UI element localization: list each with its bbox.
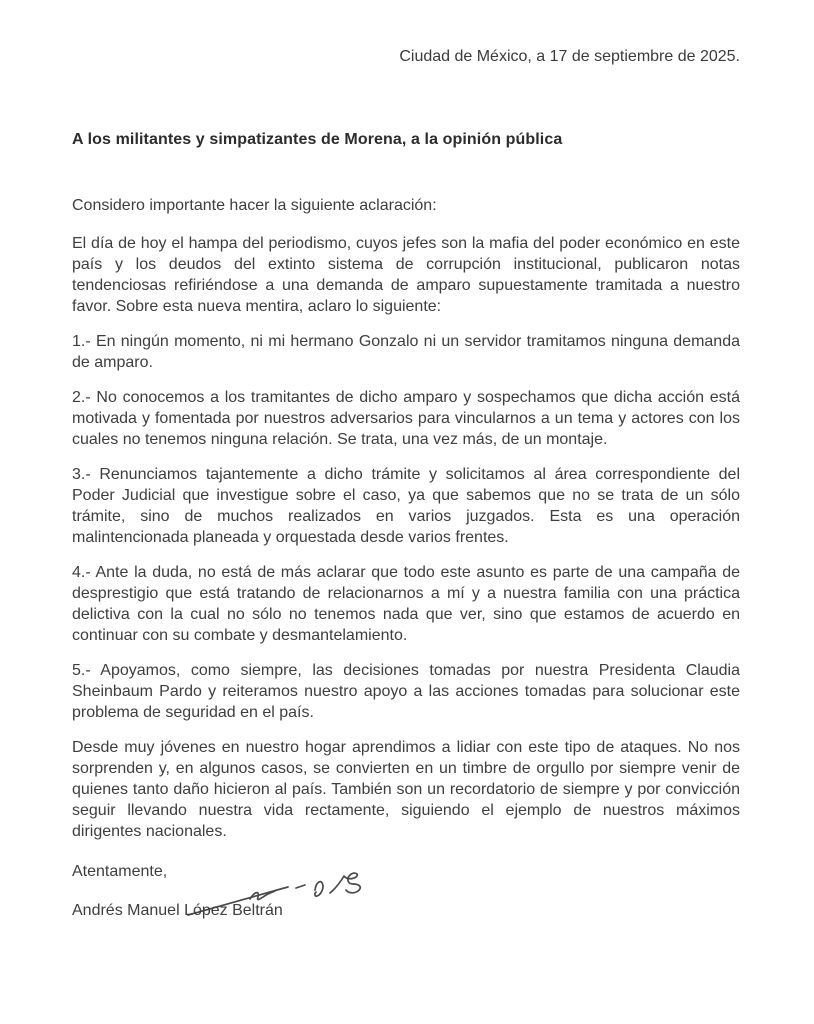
paragraph-item-2: 2.- No conocemos a los tramitantes de dicho amparo y sospechamos que dicha acción está motivada y fomentada por nuestros adversarios para vincularnos a un tema y actores con los cuales no tenemos ninguna relación. Se trata, una vez más, de un montaje. — [72, 389, 740, 448]
paragraph-item-4: 4.- Ante la duda, no está de más aclarar que todo este asunto es parte de una campaña de desprestigio que está tratando de relacionarnos a mí y a nuestra familia con una práctica delictiva con la cual no sólo no tenemos nada que ver, sino que estamos de acuerdo en continuar con su combate y desmantelamiento. — [72, 564, 740, 644]
salutation-heading: A los militantes y simpatizantes de Morena, a la opinión pública — [72, 131, 563, 148]
paragraph-item-3: 3.- Renunciamos tajantemente a dicho trámite y solicitamos al área correspondiente del Poder Judicial que investigue sobre el caso, ya que sabemos que no se trata de un sólo trámite, sino de muchos realizados en varios juzgados. Esta es una operación malintencionada planeada y orquestada desde varios frentes. — [72, 466, 740, 546]
signatory-name: Andrés Manuel López Beltrán — [72, 902, 283, 919]
signature-block — [72, 861, 740, 921]
paragraph-final: Desde muy jóvenes en nuestro hogar aprendimos a lidiar con este tipo de ataques. No nos sorprenden y, en algunos casos, se convierten en un timbre de orgullo por siempre venir de quienes tanto daño hicieron al país. También son un recordatorio de siempre y por convicción seguir llevando nuestra vida rectamente, siguiendo el ejemplo de nuestros máximos dirigentes nacionales. — [72, 739, 740, 840]
paragraph-item-1: 1.- En ningún momento, ni mi hermano Gonzalo ni un servidor tramitamos ninguna demanda de amparo. — [72, 333, 740, 371]
date-line: Ciudad de México, a 17 de septiembre de 2025. — [399, 48, 740, 65]
intro-line: Considero importante hacer la siguiente aclaración: — [72, 197, 437, 214]
paragraph-item-5: 5.- Apoyamos, como siempre, las decisiones tomadas por nuestra Presidenta Claudia Sheinbaum Pardo y reiteramos nuestro apoyo a las acciones tomadas para solucionar este problema de seguridad en el país. — [72, 662, 740, 721]
closing-line: Atentamente, — [72, 863, 168, 880]
paragraph-lead: El día de hoy el hampa del periodismo, cuyos jefes son la mafia del poder económico en este país y los deudos del extinto sistema de corrupción institucional, publicaron notas tendenciosas refiriéndose a una demanda de amparo supuestamente tramitada a nuestro favor. Sobre esta nueva mentira, aclaro lo siguiente: — [72, 235, 740, 315]
